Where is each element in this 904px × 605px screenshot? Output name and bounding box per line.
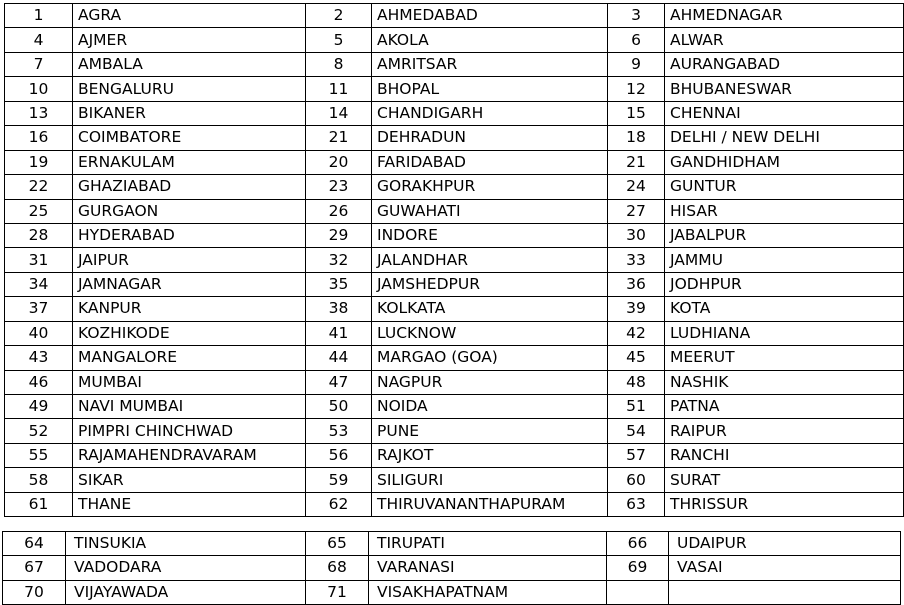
city-name: NAGPUR <box>372 370 608 394</box>
city-table-continued <box>2 531 901 605</box>
city-name: UDAIPUR <box>669 532 901 556</box>
city-name: VASAI <box>669 556 901 580</box>
city-name: THANE <box>73 492 306 516</box>
city-name: VISAKHAPATNAM <box>369 580 607 604</box>
table-row <box>5 419 904 443</box>
city-number <box>607 580 669 604</box>
city-number: 54 <box>608 419 665 443</box>
city-name: BHOPAL <box>372 77 608 101</box>
city-number: 65 <box>306 532 369 556</box>
city-name: BIKANER <box>73 101 306 125</box>
city-name: VARANASI <box>369 556 607 580</box>
city-number: 46 <box>5 370 73 394</box>
table-row <box>5 4 904 28</box>
city-name: AMRITSAR <box>372 52 608 76</box>
city-number: 39 <box>608 297 665 321</box>
table-row <box>5 297 904 321</box>
city-number: 38 <box>306 297 372 321</box>
city-name: TIRUPATI <box>369 532 607 556</box>
city-name: JODHPUR <box>665 272 904 296</box>
city-table-body <box>5 4 904 517</box>
city-table-continued-body <box>3 532 901 605</box>
city-number: 19 <box>5 150 73 174</box>
city-name: COIMBATORE <box>73 126 306 150</box>
table-row <box>5 248 904 272</box>
city-number: 62 <box>306 492 372 516</box>
city-number: 53 <box>306 419 372 443</box>
table-row <box>5 468 904 492</box>
city-name: JABALPUR <box>665 223 904 247</box>
city-name: GUNTUR <box>665 175 904 199</box>
city-number: 27 <box>608 199 665 223</box>
city-number: 42 <box>608 321 665 345</box>
city-number: 35 <box>306 272 372 296</box>
table-row <box>5 28 904 52</box>
city-number: 70 <box>3 580 66 604</box>
city-name: NOIDA <box>372 395 608 419</box>
city-number: 29 <box>306 223 372 247</box>
city-number: 32 <box>306 248 372 272</box>
city-name: RAJAMAHENDRAVARAM <box>73 443 306 467</box>
city-number: 58 <box>5 468 73 492</box>
city-number: 49 <box>5 395 73 419</box>
city-number: 57 <box>608 443 665 467</box>
city-number: 28 <box>5 223 73 247</box>
city-number: 50 <box>306 395 372 419</box>
city-name: MEERUT <box>665 346 904 370</box>
city-name: RAJKOT <box>372 443 608 467</box>
table-row <box>5 321 904 345</box>
table-row <box>5 346 904 370</box>
city-number: 67 <box>3 556 66 580</box>
city-number: 4 <box>5 28 73 52</box>
city-number: 21 <box>306 126 372 150</box>
city-name: JAMNAGAR <box>73 272 306 296</box>
city-number: 24 <box>608 175 665 199</box>
city-name <box>669 580 901 604</box>
city-number: 47 <box>306 370 372 394</box>
city-number: 6 <box>608 28 665 52</box>
city-name: CHENNAI <box>665 101 904 125</box>
table-row <box>3 532 901 556</box>
city-name: JALANDHAR <box>372 248 608 272</box>
city-name: VADODARA <box>66 556 306 580</box>
city-name: MUMBAI <box>73 370 306 394</box>
city-number: 22 <box>5 175 73 199</box>
city-name: KOLKATA <box>372 297 608 321</box>
table-row <box>5 395 904 419</box>
table-row <box>5 199 904 223</box>
city-number: 14 <box>306 101 372 125</box>
city-number: 16 <box>5 126 73 150</box>
city-number: 56 <box>306 443 372 467</box>
city-number: 69 <box>607 556 669 580</box>
city-number: 41 <box>306 321 372 345</box>
city-number: 20 <box>306 150 372 174</box>
city-name: PIMPRI CHINCHWAD <box>73 419 306 443</box>
city-name: ALWAR <box>665 28 904 52</box>
city-name: RANCHI <box>665 443 904 467</box>
city-name: RAIPUR <box>665 419 904 443</box>
table-row <box>5 126 904 150</box>
city-number: 8 <box>306 52 372 76</box>
city-number: 25 <box>5 199 73 223</box>
city-number: 2 <box>306 4 372 28</box>
city-number: 59 <box>306 468 372 492</box>
city-number: 11 <box>306 77 372 101</box>
city-name: MANGALORE <box>73 346 306 370</box>
city-name: CHANDIGARH <box>372 101 608 125</box>
city-number: 3 <box>608 4 665 28</box>
city-number: 15 <box>608 101 665 125</box>
city-number: 18 <box>608 126 665 150</box>
city-number: 52 <box>5 419 73 443</box>
city-name: DEHRADUN <box>372 126 608 150</box>
table-row <box>5 150 904 174</box>
city-name: SIKAR <box>73 468 306 492</box>
table-row <box>5 223 904 247</box>
city-name: SURAT <box>665 468 904 492</box>
table-row <box>5 175 904 199</box>
city-name: ERNAKULAM <box>73 150 306 174</box>
city-number: 36 <box>608 272 665 296</box>
city-number: 60 <box>608 468 665 492</box>
city-name: AURANGABAD <box>665 52 904 76</box>
city-name: JAMMU <box>665 248 904 272</box>
city-number: 71 <box>306 580 369 604</box>
city-name: BENGALURU <box>73 77 306 101</box>
table-row <box>5 77 904 101</box>
city-name: FARIDABAD <box>372 150 608 174</box>
city-name: MARGAO (GOA) <box>372 346 608 370</box>
city-number: 5 <box>306 28 372 52</box>
city-number: 1 <box>5 4 73 28</box>
city-number: 68 <box>306 556 369 580</box>
city-name: HISAR <box>665 199 904 223</box>
city-name: GANDHIDHAM <box>665 150 904 174</box>
city-name: THRISSUR <box>665 492 904 516</box>
city-number: 51 <box>608 395 665 419</box>
city-name: AHMEDNAGAR <box>665 4 904 28</box>
table-row <box>3 556 901 580</box>
city-name: AGRA <box>73 4 306 28</box>
table-row <box>5 101 904 125</box>
table-row <box>5 492 904 516</box>
city-number: 21 <box>608 150 665 174</box>
city-number: 43 <box>5 346 73 370</box>
city-name: KANPUR <box>73 297 306 321</box>
city-name: PUNE <box>372 419 608 443</box>
table-row <box>5 272 904 296</box>
city-name: INDORE <box>372 223 608 247</box>
city-number: 10 <box>5 77 73 101</box>
city-name: GORAKHPUR <box>372 175 608 199</box>
city-name: BHUBANESWAR <box>665 77 904 101</box>
city-number: 13 <box>5 101 73 125</box>
city-number: 37 <box>5 297 73 321</box>
city-name: LUCKNOW <box>372 321 608 345</box>
city-name: GUWAHATI <box>372 199 608 223</box>
table-row <box>5 52 904 76</box>
city-name: GHAZIABAD <box>73 175 306 199</box>
city-number: 23 <box>306 175 372 199</box>
city-number: 31 <box>5 248 73 272</box>
city-number: 26 <box>306 199 372 223</box>
city-name: THIRUVANANTHAPURAM <box>372 492 608 516</box>
table-row <box>3 580 901 604</box>
city-name: GURGAON <box>73 199 306 223</box>
city-name: KOTA <box>665 297 904 321</box>
city-number: 48 <box>608 370 665 394</box>
table-row <box>5 370 904 394</box>
city-name: NAVI MUMBAI <box>73 395 306 419</box>
city-table <box>4 3 904 517</box>
city-name: DELHI / NEW DELHI <box>665 126 904 150</box>
city-number: 45 <box>608 346 665 370</box>
city-number: 63 <box>608 492 665 516</box>
city-number: 55 <box>5 443 73 467</box>
city-name: AMBALA <box>73 52 306 76</box>
city-number: 66 <box>607 532 669 556</box>
city-name: NASHIK <box>665 370 904 394</box>
city-name: SILIGURI <box>372 468 608 492</box>
city-name: HYDERABAD <box>73 223 306 247</box>
city-name: VIJAYAWADA <box>66 580 306 604</box>
city-name: TINSUKIA <box>66 532 306 556</box>
city-name: JAIPUR <box>73 248 306 272</box>
city-name: AJMER <box>73 28 306 52</box>
city-number: 40 <box>5 321 73 345</box>
city-name: AHMEDABAD <box>372 4 608 28</box>
city-name: PATNA <box>665 395 904 419</box>
city-name: JAMSHEDPUR <box>372 272 608 296</box>
city-number: 30 <box>608 223 665 247</box>
city-name: KOZHIKODE <box>73 321 306 345</box>
city-number: 44 <box>306 346 372 370</box>
city-number: 34 <box>5 272 73 296</box>
city-number: 9 <box>608 52 665 76</box>
table-row <box>5 443 904 467</box>
city-number: 33 <box>608 248 665 272</box>
city-name: AKOLA <box>372 28 608 52</box>
city-number: 64 <box>3 532 66 556</box>
city-number: 61 <box>5 492 73 516</box>
city-number: 12 <box>608 77 665 101</box>
city-name: LUDHIANA <box>665 321 904 345</box>
city-number: 7 <box>5 52 73 76</box>
